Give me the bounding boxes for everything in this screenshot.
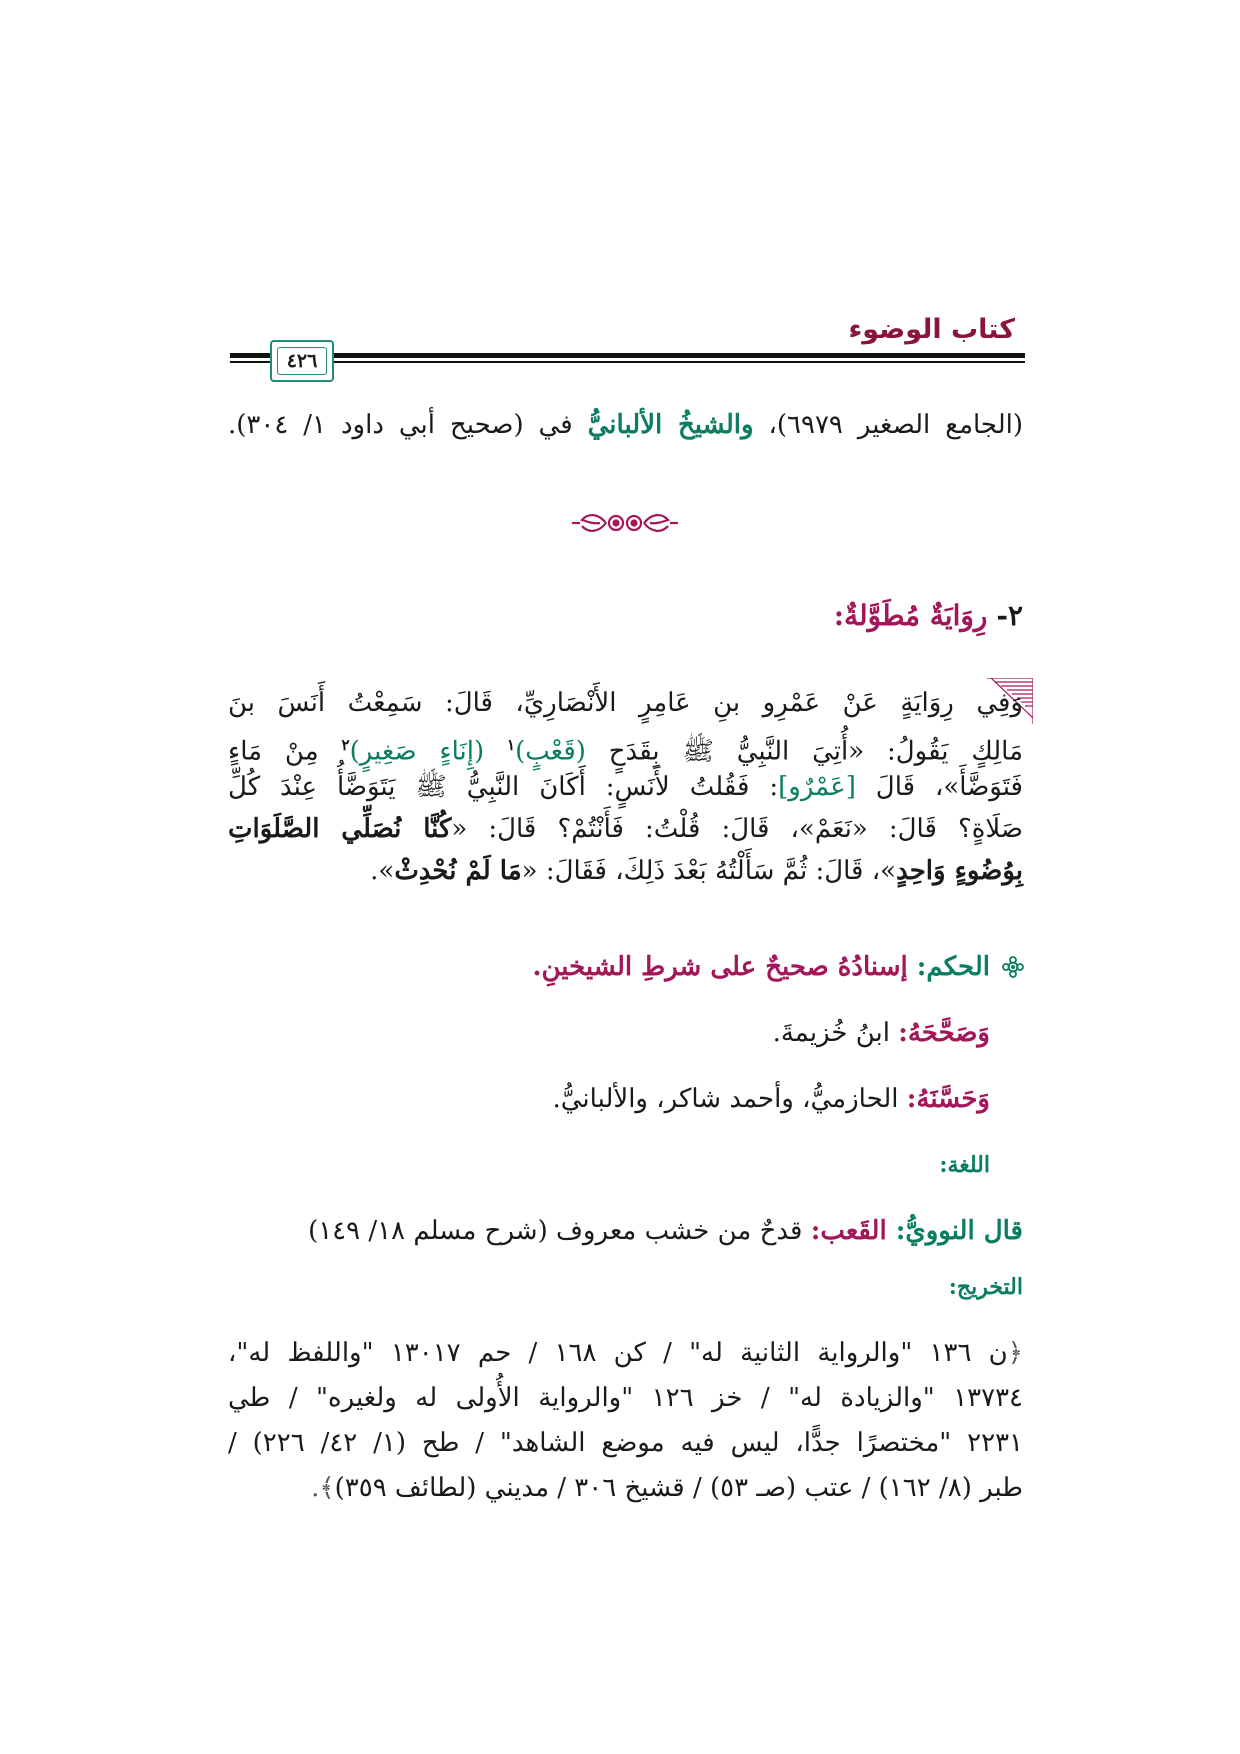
running-header	[230, 300, 1025, 390]
footnote-marker-1: ١	[507, 736, 516, 754]
book-title: كتاب الوضوء	[848, 314, 1015, 345]
authenticated-label: وَصَحَّحَهُ:	[898, 1018, 990, 1048]
gloss-small-vessel: (إِنَاءٍ صَغِيرٍ)	[349, 736, 485, 767]
intro-text-b: في (صحيح أبي داود ١/ ٣٠٤).	[228, 410, 588, 440]
language-heading: اللغة:	[939, 1152, 990, 1178]
section-title: رِوَايَةٌ مُطَوَّلةٌ:	[833, 599, 988, 632]
scholar-name: والشيخُ الألبانيُّ	[587, 410, 754, 440]
close-bracket: ﴾.	[311, 1473, 335, 1503]
takhrij-heading: التخريج:	[948, 1274, 1023, 1300]
authenticated-line: وَصَحَّحَهُ: ابنُ خُزيمةَ.	[772, 1018, 990, 1048]
page-number: ٤٢٦	[286, 350, 318, 372]
hadith-line-4: صَلَاةٍ؟ قَالَ: «نَعَمْ»، قَالَ: قُلْتُ: فَأَنْتُمْ؟ قَالَ: «كُنَّا نُصَلِّي الصَّلَوَاتِ	[228, 814, 1023, 844]
footnote-marker-2: ٢	[341, 736, 350, 754]
narrator-amr: [عَمْرٌو]	[778, 772, 856, 802]
takhrij-line-3: ٢٢٣١ "مختصرًا جدًّا، ليس فيه موضع الشاهد" / طح (١/ ٤٢/ ٢٢٦) /	[228, 1428, 1023, 1458]
gloss-qab: (قَعْبٍ)	[515, 736, 586, 767]
ruling-line	[532, 947, 990, 987]
hasan-line: وَحَسَّنَهُ: الحازميُّ، وأحمد شاكر، والألبانيُّ.	[552, 1084, 990, 1114]
intro-text-a: (الجامع الصغير ٦٩٧٩)،	[753, 410, 1023, 440]
nawawi-term: القَعب:	[810, 1216, 896, 1246]
page-number-badge	[270, 340, 334, 382]
nawawi-line: قال النوويُّ: القَعب: قدحٌ من خشب معروف (شرح مسلم ١٨/ ١٤٩)	[308, 1216, 1023, 1246]
section-heading	[834, 596, 1023, 636]
hadith-line-1: وَفِي رِوَايَةٍ عَنْ عَمْرِو بنِ عَامِرٍ الأَنْصَارِيِّ، قَالَ: سَمِعْتُ أَنَسَ بنَ	[228, 688, 1023, 718]
nawawi-label: قال النوويُّ:	[895, 1216, 1023, 1246]
floral-separator-icon	[570, 508, 680, 538]
section-number: ٢-	[996, 599, 1023, 632]
hadith-line-5: بِوُضُوءٍ وَاحِدٍ»، قَالَ: ثُمَّ سَأَلْتُهُ بَعْدَ ذَلِكَ، فَقَالَ: «مَا لَمْ نُحْدِثْ».	[370, 856, 1023, 886]
takhrij-line-1: ﴿ن ١٣٦ "والرواية الثانية له" / كن ١٦٨ / حم ١٣٠١٧ "واللفظ له"،	[228, 1338, 1024, 1368]
ruling-label: الحكم:	[916, 952, 990, 982]
ruling-text: إسنادُهُ صحيحٌ على شرطِ الشيخينِ.	[532, 952, 917, 982]
header-rule-thick	[230, 353, 1025, 358]
takhrij-line-2: ١٣٧٣٤ "والزيادة له" / خز ١٢٦ "والرواية الأُولى له ولغيره" / طي	[228, 1383, 1024, 1413]
open-bracket: ﴿	[1007, 1338, 1024, 1368]
hadith-line-2: مَالِكٍ يَقُولُ: «أُتِيَ النَّبِيُّ ﷺ بِقَدَحٍ (قَعْبٍ)$^١$ (إِنَاءٍ صَغِيرٍ)$^٢$ مِنْ مَاءٍ	[228, 736, 1024, 767]
hasan-label: وَحَسَّنَهُ:	[906, 1084, 990, 1114]
header-rule-thin	[230, 361, 1025, 363]
takhrij-line-4: طبر (٨/ ١٦٢) / عتب (صـ ٥٣) / قشيخ ٣٠٦ / مديني (لطائف ٣٥٩)﴾.	[311, 1473, 1023, 1503]
flower-bullet-icon	[1001, 955, 1025, 979]
intro-line	[228, 405, 1023, 445]
hadith-line-3: فَتَوَضَّأَ»، قَالَ [عَمْرٌو]: فَقُلتُ لأَنَسٍ: أَكَانَ النَّبِيُّ ﷺ يَتَوَضَّأُ عِنْدَ كُلِّ	[228, 772, 1023, 802]
